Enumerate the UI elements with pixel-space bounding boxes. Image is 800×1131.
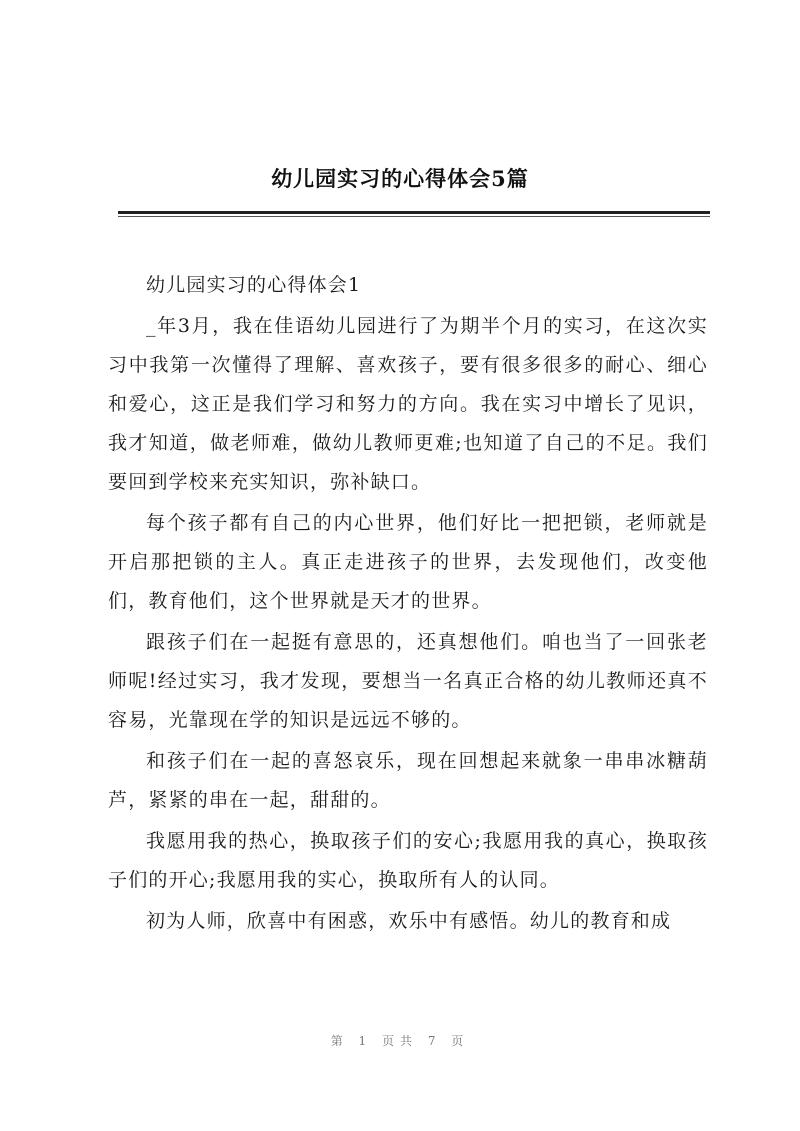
section-heading: 幼儿园实习的心得体会1 xyxy=(146,274,362,296)
paragraph-5: 我愿用我的热心，换取孩子们的安心;我愿用我的真心，换取孩子们的开心;我愿用我的实心，换取所有人的认同。 xyxy=(108,830,708,891)
paragraph-3: 跟孩子们在一起挺有意思的，还真想他们。咱也当了一回张老师呢!经过实习，我才发现，要想当一名真正合格的幼儿教师还真不容易，光靠现在学的知识是远远不够的。 xyxy=(108,631,708,731)
paragraph-1: _年3月，我在佳语幼儿园进行了为期半个月的实习，在这次实习中我第一次懂得了理解、喜欢孩子，要有很多很多的耐心、细心和爱心，这正是我们学习和努力的方向。我在实习中增长了见识，我才知道，做老师难，做幼儿教师更难;也知道了自己的不足。我们要回到学校来充实知识，弥补缺口。 xyxy=(108,315,708,493)
page-footer: 第 1 页共 7 页 xyxy=(330,1034,470,1048)
paragraph-2: 每个孩子都有自己的内心世界，他们好比一把把锁，老师就是开启那把锁的主人。真正走进孩子的世界，去发现他们，改变他们，教育他们，这个世界就是天才的世界。 xyxy=(108,512,708,612)
paragraph-4: 和孩子们在一起的喜怒哀乐，现在回想起来就象一串串冰糖葫芦，紧紧的串在一起，甜甜的。 xyxy=(108,750,708,811)
document-title: 幼儿园实习的心得体会5篇 xyxy=(271,166,529,191)
title-divider xyxy=(118,211,710,214)
document-body xyxy=(108,266,708,943)
paragraph-6: 初为人师，欣喜中有困惑，欢乐中有感悟。幼儿的教育和成 xyxy=(146,910,672,932)
title-divider-thin xyxy=(118,216,710,217)
